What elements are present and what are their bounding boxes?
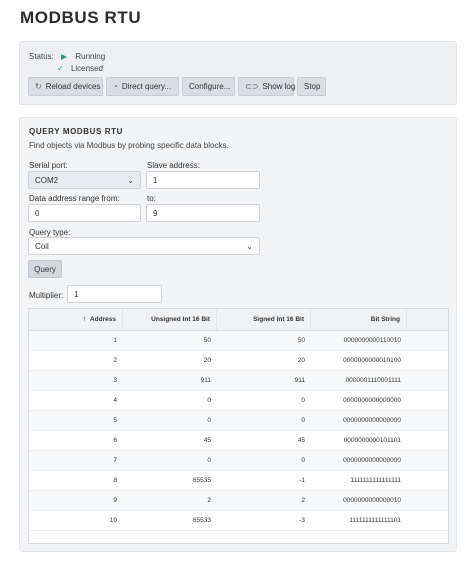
table-row (29, 391, 448, 411)
cell-signed: 50 (297, 337, 305, 344)
table-row (29, 351, 448, 371)
cell-bitstring: 0000000000101101 (343, 437, 401, 444)
cell-address: 4 (113, 397, 117, 404)
cell-address: 7 (113, 457, 117, 464)
table-header (29, 309, 448, 331)
column-header-signed[interactable] (217, 309, 311, 330)
multiplier-label: Multiplier: (29, 291, 64, 300)
cell-unsigned: 0 (207, 457, 211, 464)
range-to-input[interactable] (146, 204, 260, 222)
query-description: Find objects via Modbus by probing specific data blocks. (29, 141, 229, 150)
cell-bitstring: 0000000000000000 (343, 417, 401, 424)
cell-signed: 20 (297, 357, 305, 364)
cell-address: 9 (113, 497, 117, 504)
cell-empty (407, 431, 448, 450)
cell-bitstring: 1111111111111101 (349, 517, 401, 524)
cell-bitstring: 0000000000000010 (343, 497, 401, 504)
query-type-select[interactable] (28, 237, 260, 255)
range-to-value: 9 (153, 208, 158, 218)
cell-bitstring: 0000000000110010 (343, 337, 401, 344)
cell-empty (407, 471, 448, 490)
chevron-down-icon: ⌄ (127, 176, 134, 185)
query-panel (19, 117, 457, 552)
results-table (28, 308, 449, 544)
cell-address: 8 (113, 477, 117, 484)
multiplier-value: 1 (74, 289, 79, 299)
sort-ascending-icon: ↑ (82, 316, 86, 323)
cell-signed: 2 (301, 497, 305, 504)
query-type-value: Coil (35, 241, 49, 251)
cell-unsigned: 0 (207, 417, 211, 424)
cell-unsigned: 65535 (192, 477, 211, 484)
slave-address-label: Slave address: (147, 161, 200, 170)
cell-bitstring: 0000000000000000 (343, 397, 401, 404)
cell-unsigned: 50 (203, 337, 211, 344)
cell-signed: -1 (299, 477, 305, 484)
cell-address: 2 (113, 357, 117, 364)
stop-label: Stop (304, 82, 321, 91)
cell-unsigned: 20 (203, 357, 211, 364)
query-title: QUERY MODBUS RTU (29, 127, 124, 136)
range-to-label: to: (147, 194, 156, 203)
cell-unsigned: 45 (203, 437, 211, 444)
range-from-input[interactable] (28, 204, 141, 222)
table-row (29, 451, 448, 471)
cell-empty (407, 351, 448, 370)
check-icon: ✓ (57, 64, 64, 73)
column-header-unsigned[interactable] (123, 309, 217, 330)
status-row (29, 52, 105, 61)
cell-bitstring: 0000000000000000 (343, 457, 401, 464)
cell-bitstring: 0000001110001111 (345, 377, 401, 384)
cell-address: 3 (113, 377, 117, 384)
cell-signed: 911 (294, 377, 305, 384)
license-row (57, 64, 103, 73)
status-panel (19, 41, 457, 105)
table-row (29, 331, 448, 351)
cell-signed: 0 (301, 457, 305, 464)
stop-button[interactable] (297, 77, 326, 96)
cell-signed: 0 (301, 417, 305, 424)
range-from-value: 0 (35, 208, 40, 218)
query-type-label: Query type: (29, 228, 71, 237)
table-row (29, 371, 448, 391)
status-state: Running (75, 52, 106, 61)
column-header-bitstring[interactable] (311, 309, 407, 330)
reload-devices-label: Reload devices (45, 82, 101, 91)
direct-query-button[interactable] (106, 77, 179, 96)
table-row (29, 511, 448, 531)
cell-unsigned: 0 (207, 397, 211, 404)
configure-button[interactable] (182, 77, 235, 96)
cell-bitstring: 1111111111111111 (350, 477, 401, 484)
cell-address: 1 (113, 337, 117, 344)
show-log-label: Show log (262, 82, 296, 91)
refresh-icon: ↻ (35, 82, 42, 91)
query-button[interactable]: Query (28, 260, 62, 278)
cell-empty (407, 511, 448, 530)
serial-port-select[interactable] (28, 171, 141, 189)
cell-signed: -3 (299, 517, 305, 524)
cell-empty (407, 371, 448, 390)
cell-address: 5 (113, 417, 117, 424)
cell-address: 10 (109, 517, 117, 524)
serial-port-value: COM2 (35, 175, 59, 185)
cell-unsigned: 2 (207, 497, 211, 504)
toolbar (28, 77, 326, 96)
cell-empty (407, 451, 448, 470)
reload-devices-button[interactable] (28, 77, 103, 96)
column-header-empty (407, 309, 448, 330)
page-title: MODBUS RTU (20, 8, 142, 27)
table-row (29, 431, 448, 451)
link-icon: ⊂⊃ (245, 82, 259, 91)
cell-signed: 45 (297, 437, 305, 444)
license-status: Licensed (70, 64, 103, 73)
column-label-address: Address (89, 316, 116, 323)
range-from-label: Data address range from: (29, 194, 120, 203)
show-log-button[interactable] (238, 77, 294, 96)
play-icon (61, 54, 67, 60)
column-label-unsigned: Unsigned Int 16 Bit (151, 316, 210, 323)
cell-empty (407, 411, 448, 430)
cell-empty (407, 331, 448, 350)
cell-empty (407, 391, 448, 410)
status-label: Status: (29, 52, 54, 61)
cell-unsigned: 65533 (192, 517, 211, 524)
table-body (29, 331, 448, 531)
table-row (29, 491, 448, 511)
cell-bitstring: 0000000000010100 (343, 357, 401, 364)
cell-unsigned: 911 (200, 377, 211, 384)
cell-empty (407, 491, 448, 510)
table-row (29, 471, 448, 491)
column-label-bitstring: Bit String (370, 316, 400, 323)
cell-address: 6 (113, 437, 117, 444)
slave-address-input[interactable] (146, 171, 260, 189)
serial-port-label: Serial port: (29, 161, 68, 170)
column-label-signed: Signed Int 16 Bit (253, 316, 304, 323)
configure-label: Configure... (189, 82, 231, 91)
column-header-address[interactable] (29, 309, 123, 330)
table-row (29, 411, 448, 431)
slave-address-value: 1 (153, 175, 158, 185)
chevron-down-icon: ⌄ (246, 242, 253, 251)
multiplier-input[interactable] (67, 285, 162, 303)
cell-signed: 0 (301, 397, 305, 404)
direct-query-label: Direct query... (121, 82, 172, 91)
query-icon: ◔ (113, 82, 118, 91)
